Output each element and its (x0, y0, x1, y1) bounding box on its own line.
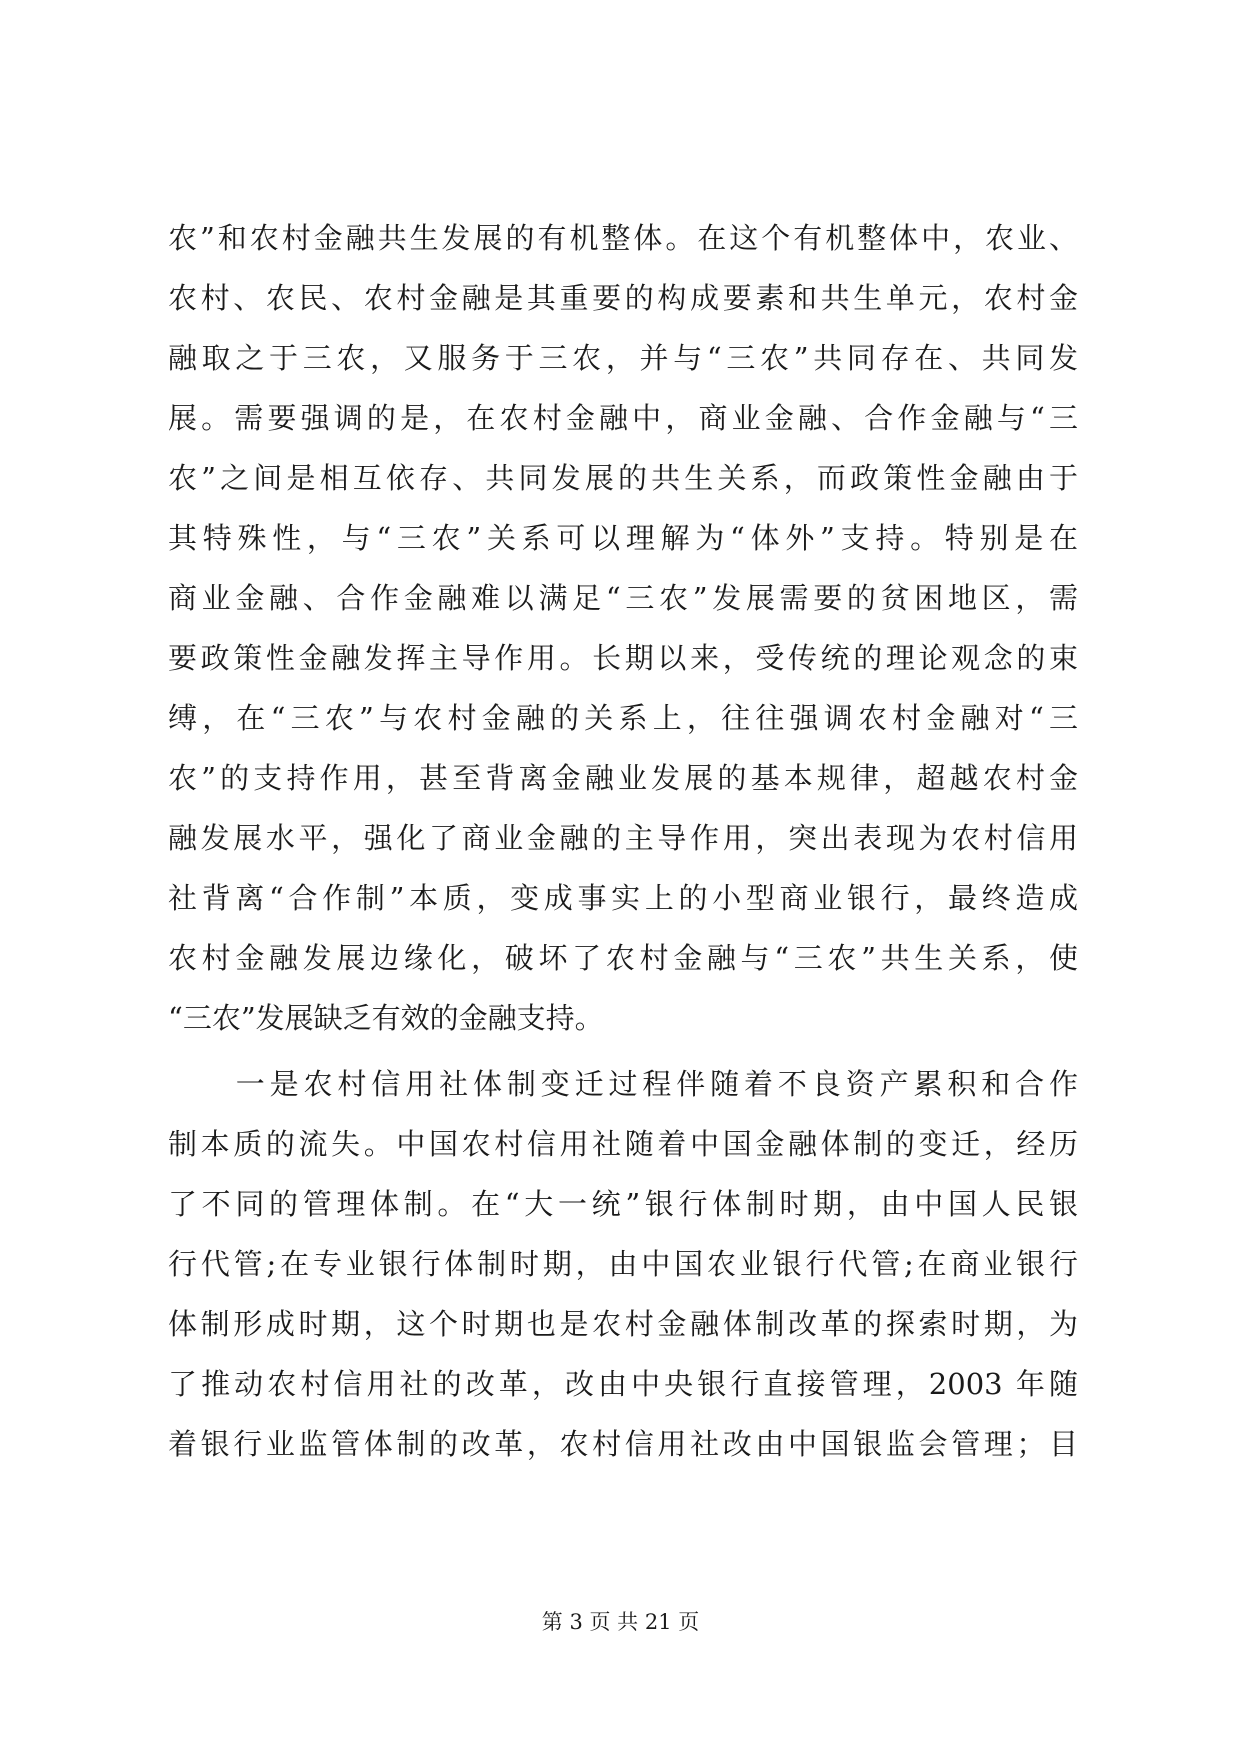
text-line: 着银行业监管体制的改革，农村信用社改由中国银监会管理；目 (168, 1427, 1078, 1461)
text-line: 要政策性金融发挥主导作用。长期以来，受传统的理论观念的束 (168, 641, 1078, 675)
text-line: 商业金融、合作金融难以满足“三农”发展需要的贫困地区，需 (168, 581, 1078, 615)
text-line: 行代管;在专业银行体制时期，由中国农业银行代管;在商业银行 (168, 1247, 1078, 1281)
text-line: “三农”发展缺乏有效的金融支持。 (168, 1001, 604, 1035)
paragraph-1 (168, 208, 1078, 1048)
body-text (168, 208, 1078, 1474)
text-line: 缚，在“三农”与农村金融的关系上，往往强调农村金融对“三 (168, 701, 1078, 735)
text-line: 了不同的管理体制。在“大一统”银行体制时期，由中国人民银 (168, 1187, 1078, 1221)
text-line: 融发展水平，强化了商业金融的主导作用，突出表现为农村信用 (168, 821, 1078, 855)
text-line: 农村、农民、农村金融是其重要的构成要素和共生单元，农村金 (168, 281, 1078, 315)
text-line: 农”的支持作用，甚至背离金融业发展的基本规律，超越农村金 (168, 761, 1078, 795)
text-line: 展。需要强调的是，在农村金融中，商业金融、合作金融与“三 (168, 401, 1078, 435)
text-line: 农”和农村金融共生发展的有机整体。在这个有机整体中，农业、 (168, 221, 1078, 255)
text-line: 了推动农村信用社的改革，改由中央银行直接管理，2003 年随 (168, 1367, 1078, 1401)
text-line: 社背离“合作制”本质，变成事实上的小型商业银行，最终造成 (168, 881, 1078, 915)
page-number-footer: 第 3 页 共 21 页 (541, 1610, 700, 1634)
text-line: 农”之间是相互依存、共同发展的共生关系，而政策性金融由于 (168, 461, 1078, 495)
text-line: 一是农村信用社体制变迁过程伴随着不良资产累积和合作 (168, 1067, 1078, 1101)
text-line: 融取之于三农，又服务于三农，并与“三农”共同存在、共同发 (168, 341, 1078, 375)
text-line: 其特殊性，与“三农”关系可以理解为“体外”支持。特别是在 (168, 521, 1078, 555)
text-line: 农村金融发展边缘化，破坏了农村金融与“三农”共生关系，使 (168, 941, 1078, 975)
text-line: 制本质的流失。中国农村信用社随着中国金融体制的变迁，经历 (168, 1127, 1078, 1161)
paragraph-2 (168, 1054, 1078, 1474)
text-line: 体制形成时期，这个时期也是农村金融体制改革的探索时期，为 (168, 1307, 1078, 1341)
